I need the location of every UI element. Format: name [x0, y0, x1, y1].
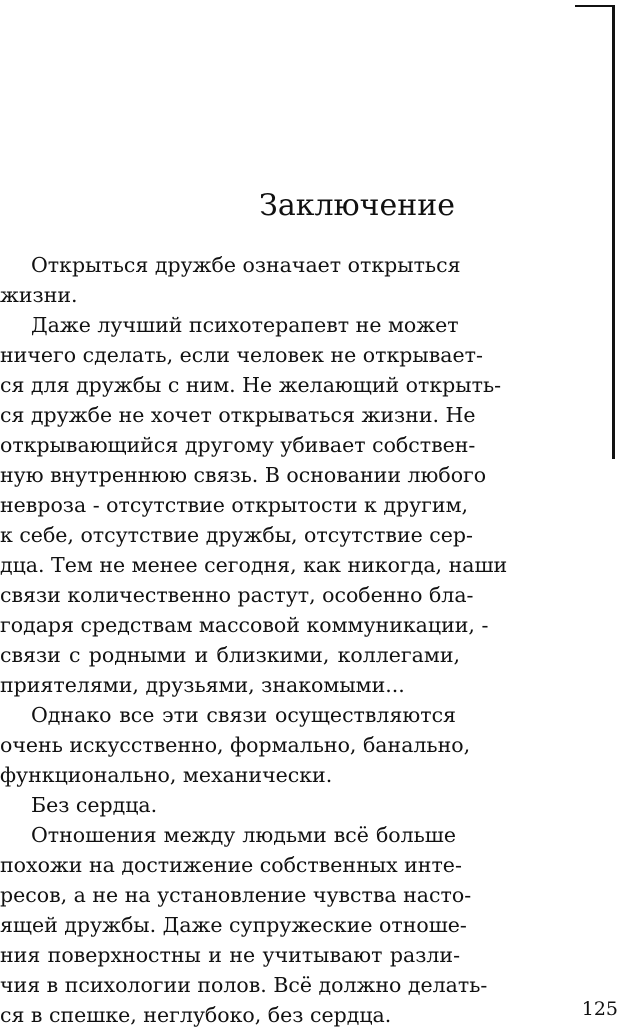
text-line: Однако все эти связи осуществляются [31, 703, 456, 727]
text-line: Открыться дружбе означает открыться [31, 253, 461, 277]
text-line: ресов, а не на установление чувства насто- [0, 883, 472, 907]
text-line: ную внутреннюю связь. В основании любого [0, 463, 487, 487]
text-line: жизни. [0, 283, 78, 307]
text-line: открывающийся другому убивает собствен- [0, 433, 476, 457]
text-line: похожи на достижение собственных инте- [0, 853, 462, 877]
text-line: годаря средствам массовой коммуникации, - [0, 613, 489, 637]
text-line: Даже лучший психотерапевт не может [31, 313, 459, 337]
text-line: Отношения между людьми всё больше [31, 823, 456, 847]
text-line: дца. Тем не менее сегодня, как никогда, наши [0, 553, 508, 577]
text-line: ся дружбе не хочет открываться жизни. Не [0, 403, 476, 427]
corner-crop-mark [575, 5, 615, 459]
text-line: к себе, отсутствие дружбы, отсутствие сер- [0, 523, 473, 547]
text-line: связи количественно растут, особенно бла- [0, 583, 474, 607]
text-line: очень искусственно, формально, банально, [0, 733, 471, 757]
text-line: связи с родными и близкими, коллегами, [0, 643, 460, 667]
text-line: чия в психологии полов. Всё должно делать- [0, 973, 488, 997]
text-line: невроза - отсутствие открытости к другим, [0, 493, 469, 517]
text-line: функционально, механически. [0, 763, 333, 787]
text-line: ся в спешке, неглубоко, без сердца. [0, 1003, 392, 1027]
text-line: ничего сделать, если человек не открывает- [0, 343, 483, 367]
text-line: ния поверхностны и не учитывают разли- [0, 943, 460, 967]
chapter-title: Заключение [259, 188, 455, 223]
page-number: 125 [581, 998, 618, 1020]
text-line: Без сердца. [31, 793, 158, 817]
text-line: ящей дружбы. Даже супружеские отноше- [0, 913, 467, 937]
text-line: приятелями, друзьями, знакомыми... [0, 673, 405, 697]
text-line: ся для дружбы с ним. Не желающий открыть- [0, 373, 502, 397]
